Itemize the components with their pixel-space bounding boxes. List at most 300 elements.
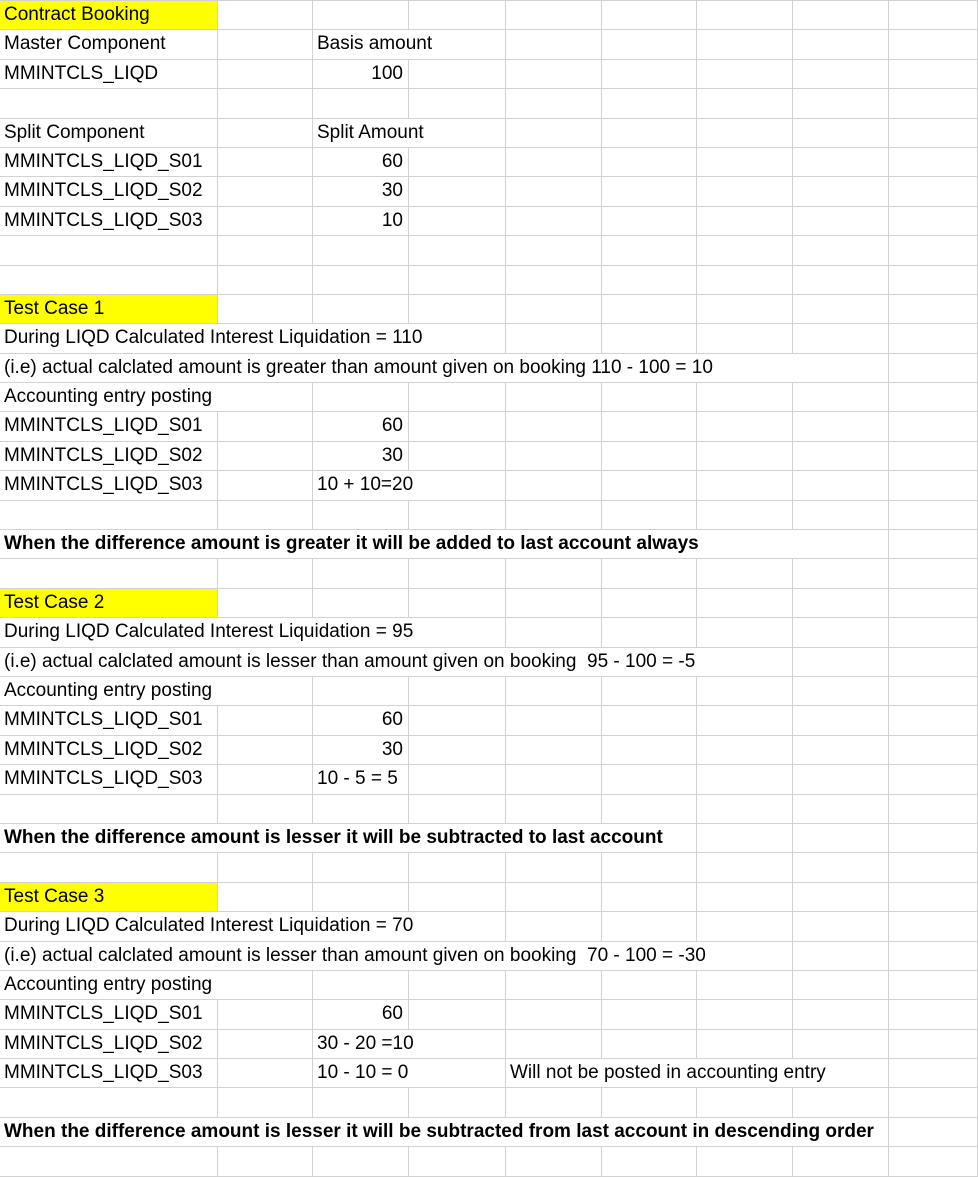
empty-cell[interactable] <box>218 706 313 735</box>
empty-cell[interactable] <box>697 119 793 148</box>
empty-cell[interactable] <box>793 795 889 824</box>
empty-cell[interactable] <box>889 589 978 618</box>
empty-cell[interactable] <box>313 853 409 882</box>
empty-cell[interactable] <box>602 501 697 530</box>
contract-booking-header-cell[interactable]: Contract Booking <box>0 1 218 30</box>
empty-cell[interactable] <box>409 295 506 324</box>
empty-cell[interactable] <box>313 677 409 706</box>
empty-cell[interactable] <box>602 471 697 500</box>
empty-cell[interactable] <box>218 89 313 118</box>
empty-cell[interactable] <box>602 30 697 59</box>
empty-cell[interactable] <box>889 148 978 177</box>
empty-cell[interactable] <box>313 1 409 30</box>
empty-cell[interactable] <box>697 1030 793 1059</box>
empty-cell[interactable] <box>506 1030 602 1059</box>
empty-cell[interactable] <box>602 1000 697 1029</box>
empty-cell[interactable] <box>889 824 978 853</box>
tc1-entry-amount-cell[interactable]: 30 <box>313 442 409 471</box>
test-case-1-header-cell[interactable]: Test Case 1 <box>0 295 218 324</box>
empty-cell[interactable] <box>889 471 978 500</box>
empty-cell[interactable] <box>602 1030 697 1059</box>
empty-cell[interactable] <box>0 559 218 588</box>
empty-cell[interactable] <box>889 383 978 412</box>
empty-cell[interactable] <box>602 236 697 265</box>
empty-cell[interactable] <box>218 501 313 530</box>
empty-cell[interactable] <box>793 648 889 677</box>
empty-cell[interactable] <box>889 501 978 530</box>
empty-cell[interactable] <box>409 883 506 912</box>
tc2-liquidation-line-cell[interactable]: During LIQD Calculated Interest Liquidation = 95 <box>0 618 506 647</box>
empty-cell[interactable] <box>697 559 793 588</box>
tc2-entry-amount-cell[interactable]: 60 <box>313 706 409 735</box>
empty-cell[interactable] <box>889 883 978 912</box>
basis-amount-label-cell[interactable]: Basis amount <box>313 30 506 59</box>
split-component-label-cell[interactable]: Split Component <box>0 119 218 148</box>
empty-cell[interactable] <box>793 60 889 89</box>
empty-cell[interactable] <box>409 1 506 30</box>
empty-cell[interactable] <box>889 677 978 706</box>
empty-cell[interactable] <box>697 1 793 30</box>
empty-cell[interactable] <box>793 266 889 295</box>
empty-cell[interactable] <box>506 236 602 265</box>
empty-cell[interactable] <box>889 559 978 588</box>
empty-cell[interactable] <box>793 236 889 265</box>
empty-cell[interactable] <box>889 795 978 824</box>
empty-cell[interactable] <box>793 677 889 706</box>
empty-cell[interactable] <box>889 1147 978 1176</box>
empty-cell[interactable] <box>697 795 793 824</box>
empty-cell[interactable] <box>218 1059 313 1088</box>
tc3-entry-component-cell[interactable]: MMINTCLS_LIQD_S03 <box>0 1059 218 1088</box>
empty-cell[interactable] <box>793 119 889 148</box>
empty-cell[interactable] <box>218 559 313 588</box>
empty-cell[interactable] <box>602 177 697 206</box>
empty-cell[interactable] <box>409 442 506 471</box>
empty-cell[interactable] <box>793 589 889 618</box>
empty-cell[interactable] <box>602 324 697 353</box>
empty-cell[interactable] <box>697 60 793 89</box>
empty-cell[interactable] <box>602 736 697 765</box>
empty-cell[interactable] <box>602 119 697 148</box>
empty-cell[interactable] <box>889 60 978 89</box>
empty-cell[interactable] <box>793 89 889 118</box>
empty-cell[interactable] <box>793 295 889 324</box>
empty-cell[interactable] <box>0 1088 218 1117</box>
empty-cell[interactable] <box>506 148 602 177</box>
empty-cell[interactable] <box>218 60 313 89</box>
empty-cell[interactable] <box>889 1030 978 1059</box>
tc3-posting-label-cell[interactable]: Accounting entry posting <box>0 971 313 1000</box>
empty-cell[interactable] <box>506 1 602 30</box>
empty-cell[interactable] <box>697 589 793 618</box>
empty-cell[interactable] <box>697 442 793 471</box>
empty-cell[interactable] <box>602 1088 697 1117</box>
empty-cell[interactable] <box>697 177 793 206</box>
empty-cell[interactable] <box>889 1118 978 1147</box>
empty-cell[interactable] <box>506 618 602 647</box>
empty-cell[interactable] <box>889 412 978 441</box>
empty-cell[interactable] <box>218 30 313 59</box>
empty-cell[interactable] <box>602 971 697 1000</box>
empty-cell[interactable] <box>793 559 889 588</box>
empty-cell[interactable] <box>889 942 978 971</box>
empty-cell[interactable] <box>889 1 978 30</box>
empty-cell[interactable] <box>602 412 697 441</box>
empty-cell[interactable] <box>793 971 889 1000</box>
empty-cell[interactable] <box>218 1088 313 1117</box>
empty-cell[interactable] <box>602 795 697 824</box>
empty-cell[interactable] <box>409 765 506 794</box>
empty-cell[interactable] <box>218 295 313 324</box>
empty-cell[interactable] <box>697 207 793 236</box>
empty-cell[interactable] <box>697 324 793 353</box>
split-component-cell[interactable]: MMINTCLS_LIQD_S02 <box>0 177 218 206</box>
empty-cell[interactable] <box>697 1147 793 1176</box>
tc3-entry-component-cell[interactable]: MMINTCLS_LIQD_S02 <box>0 1030 218 1059</box>
tc3-entry-amount-cell[interactable]: 10 - 10 = 0 <box>313 1059 506 1088</box>
split-component-cell[interactable]: MMINTCLS_LIQD_S01 <box>0 148 218 177</box>
empty-cell[interactable] <box>218 765 313 794</box>
test-case-2-header-cell[interactable]: Test Case 2 <box>0 589 218 618</box>
empty-cell[interactable] <box>506 383 602 412</box>
empty-cell[interactable] <box>409 412 506 441</box>
empty-cell[interactable] <box>697 883 793 912</box>
empty-cell[interactable] <box>218 1000 313 1029</box>
empty-cell[interactable] <box>409 1147 506 1176</box>
empty-cell[interactable] <box>602 148 697 177</box>
empty-cell[interactable] <box>218 119 313 148</box>
tc3-explanation-cell[interactable]: (i.e) actual calclated amount is lesser than amount given on booking 70 - 100 = -30 <box>0 942 793 971</box>
empty-cell[interactable] <box>0 853 218 882</box>
split-amount-label-cell[interactable]: Split Amount <box>313 119 506 148</box>
empty-cell[interactable] <box>697 706 793 735</box>
tc2-entry-amount-cell[interactable]: 10 - 5 = 5 <box>313 765 409 794</box>
empty-cell[interactable] <box>506 853 602 882</box>
tc1-entry-component-cell[interactable]: MMINTCLS_LIQD_S02 <box>0 442 218 471</box>
empty-cell[interactable] <box>506 119 602 148</box>
empty-cell[interactable] <box>0 236 218 265</box>
empty-cell[interactable] <box>697 501 793 530</box>
tc1-entry-amount-cell[interactable]: 10 + 10=20 <box>313 471 506 500</box>
empty-cell[interactable] <box>506 412 602 441</box>
tc3-entry-component-cell[interactable]: MMINTCLS_LIQD_S01 <box>0 1000 218 1029</box>
empty-cell[interactable] <box>889 736 978 765</box>
empty-cell[interactable] <box>889 706 978 735</box>
empty-cell[interactable] <box>218 177 313 206</box>
empty-cell[interactable] <box>697 295 793 324</box>
empty-cell[interactable] <box>793 177 889 206</box>
empty-cell[interactable] <box>506 736 602 765</box>
empty-cell[interactable] <box>697 677 793 706</box>
empty-cell[interactable] <box>409 177 506 206</box>
master-component-label-cell[interactable]: Master Component <box>0 30 218 59</box>
empty-cell[interactable] <box>889 119 978 148</box>
tc2-entry-component-cell[interactable]: MMINTCLS_LIQD_S01 <box>0 706 218 735</box>
empty-cell[interactable] <box>602 89 697 118</box>
empty-cell[interactable] <box>793 912 889 941</box>
empty-cell[interactable] <box>506 677 602 706</box>
empty-cell[interactable] <box>506 765 602 794</box>
empty-cell[interactable] <box>793 148 889 177</box>
empty-cell[interactable] <box>697 383 793 412</box>
empty-cell[interactable] <box>793 412 889 441</box>
empty-cell[interactable] <box>889 1059 978 1088</box>
empty-cell[interactable] <box>313 89 409 118</box>
empty-cell[interactable] <box>697 1000 793 1029</box>
empty-cell[interactable] <box>697 853 793 882</box>
empty-cell[interactable] <box>409 148 506 177</box>
empty-cell[interactable] <box>602 883 697 912</box>
empty-cell[interactable] <box>889 1088 978 1117</box>
tc1-entry-component-cell[interactable]: MMINTCLS_LIQD_S01 <box>0 412 218 441</box>
empty-cell[interactable] <box>218 207 313 236</box>
empty-cell[interactable] <box>697 30 793 59</box>
empty-cell[interactable] <box>793 442 889 471</box>
empty-cell[interactable] <box>602 765 697 794</box>
empty-cell[interactable] <box>409 207 506 236</box>
empty-cell[interactable] <box>889 266 978 295</box>
empty-cell[interactable] <box>506 559 602 588</box>
empty-cell[interactable] <box>409 1000 506 1029</box>
empty-cell[interactable] <box>506 912 602 941</box>
empty-cell[interactable] <box>409 736 506 765</box>
empty-cell[interactable] <box>313 1088 409 1117</box>
empty-cell[interactable] <box>793 1147 889 1176</box>
empty-cell[interactable] <box>313 589 409 618</box>
empty-cell[interactable] <box>602 912 697 941</box>
empty-cell[interactable] <box>602 266 697 295</box>
tc2-explanation-cell[interactable]: (i.e) actual calclated amount is lesser than amount given on booking 95 - 100 = -5 <box>0 648 793 677</box>
empty-cell[interactable] <box>218 853 313 882</box>
tc3-liquidation-line-cell[interactable]: During LIQD Calculated Interest Liquidation = 70 <box>0 912 506 941</box>
empty-cell[interactable] <box>889 295 978 324</box>
empty-cell[interactable] <box>697 1088 793 1117</box>
empty-cell[interactable] <box>697 266 793 295</box>
empty-cell[interactable] <box>697 912 793 941</box>
empty-cell[interactable] <box>313 266 409 295</box>
empty-cell[interactable] <box>889 853 978 882</box>
empty-cell[interactable] <box>793 765 889 794</box>
empty-cell[interactable] <box>409 236 506 265</box>
empty-cell[interactable] <box>409 706 506 735</box>
empty-cell[interactable] <box>793 1000 889 1029</box>
tc2-entry-amount-cell[interactable]: 30 <box>313 736 409 765</box>
empty-cell[interactable] <box>793 1030 889 1059</box>
empty-cell[interactable] <box>697 824 793 853</box>
empty-cell[interactable] <box>218 266 313 295</box>
empty-cell[interactable] <box>506 207 602 236</box>
split-amount-cell[interactable]: 10 <box>313 207 409 236</box>
empty-cell[interactable] <box>506 324 602 353</box>
tc1-entry-amount-cell[interactable]: 60 <box>313 412 409 441</box>
empty-cell[interactable] <box>506 971 602 1000</box>
empty-cell[interactable] <box>506 706 602 735</box>
empty-cell[interactable] <box>697 765 793 794</box>
empty-cell[interactable] <box>218 1 313 30</box>
tc3-entry-note-cell[interactable]: Will not be posted in accounting entry <box>506 1059 889 1088</box>
empty-cell[interactable] <box>506 177 602 206</box>
basis-amount-value-cell[interactable]: 100 <box>313 60 409 89</box>
empty-cell[interactable] <box>218 1030 313 1059</box>
tc2-entry-component-cell[interactable]: MMINTCLS_LIQD_S02 <box>0 736 218 765</box>
tc3-entry-amount-cell[interactable]: 30 - 20 =10 <box>313 1030 506 1059</box>
empty-cell[interactable] <box>793 853 889 882</box>
empty-cell[interactable] <box>409 559 506 588</box>
empty-cell[interactable] <box>506 30 602 59</box>
empty-cell[interactable] <box>889 618 978 647</box>
empty-cell[interactable] <box>697 89 793 118</box>
empty-cell[interactable] <box>889 89 978 118</box>
empty-cell[interactable] <box>697 971 793 1000</box>
empty-cell[interactable] <box>602 589 697 618</box>
empty-cell[interactable] <box>313 383 409 412</box>
empty-cell[interactable] <box>602 706 697 735</box>
empty-cell[interactable] <box>889 648 978 677</box>
empty-cell[interactable] <box>218 412 313 441</box>
empty-cell[interactable] <box>793 1 889 30</box>
tc2-posting-label-cell[interactable]: Accounting entry posting <box>0 677 313 706</box>
empty-cell[interactable] <box>409 971 506 1000</box>
empty-cell[interactable] <box>793 383 889 412</box>
empty-cell[interactable] <box>313 971 409 1000</box>
empty-cell[interactable] <box>793 824 889 853</box>
tc3-summary-cell[interactable]: When the difference amount is lesser it will be subtracted from last account in descending order <box>0 1118 889 1147</box>
empty-cell[interactable] <box>0 89 218 118</box>
empty-cell[interactable] <box>889 354 978 383</box>
empty-cell[interactable] <box>409 89 506 118</box>
empty-cell[interactable] <box>697 236 793 265</box>
empty-cell[interactable] <box>793 706 889 735</box>
empty-cell[interactable] <box>409 795 506 824</box>
empty-cell[interactable] <box>218 471 313 500</box>
empty-cell[interactable] <box>602 383 697 412</box>
empty-cell[interactable] <box>218 883 313 912</box>
empty-cell[interactable] <box>506 1000 602 1029</box>
empty-cell[interactable] <box>218 1147 313 1176</box>
empty-cell[interactable] <box>506 589 602 618</box>
empty-cell[interactable] <box>409 589 506 618</box>
empty-cell[interactable] <box>793 501 889 530</box>
empty-cell[interactable] <box>793 883 889 912</box>
empty-cell[interactable] <box>889 177 978 206</box>
empty-cell[interactable] <box>602 295 697 324</box>
empty-cell[interactable] <box>0 795 218 824</box>
empty-cell[interactable] <box>793 324 889 353</box>
empty-cell[interactable] <box>889 971 978 1000</box>
empty-cell[interactable] <box>602 618 697 647</box>
empty-cell[interactable] <box>506 1147 602 1176</box>
empty-cell[interactable] <box>602 442 697 471</box>
empty-cell[interactable] <box>506 795 602 824</box>
empty-cell[interactable] <box>506 471 602 500</box>
empty-cell[interactable] <box>697 471 793 500</box>
empty-cell[interactable] <box>218 442 313 471</box>
empty-cell[interactable] <box>506 1088 602 1117</box>
empty-cell[interactable] <box>602 207 697 236</box>
empty-cell[interactable] <box>889 442 978 471</box>
empty-cell[interactable] <box>409 60 506 89</box>
split-amount-cell[interactable]: 30 <box>313 177 409 206</box>
empty-cell[interactable] <box>793 736 889 765</box>
empty-cell[interactable] <box>506 89 602 118</box>
split-amount-cell[interactable]: 60 <box>313 148 409 177</box>
empty-cell[interactable] <box>313 883 409 912</box>
empty-cell[interactable] <box>602 60 697 89</box>
empty-cell[interactable] <box>409 501 506 530</box>
empty-cell[interactable] <box>409 266 506 295</box>
empty-cell[interactable] <box>313 295 409 324</box>
empty-cell[interactable] <box>0 266 218 295</box>
empty-cell[interactable] <box>0 501 218 530</box>
empty-cell[interactable] <box>218 736 313 765</box>
empty-cell[interactable] <box>889 765 978 794</box>
empty-cell[interactable] <box>793 30 889 59</box>
empty-cell[interactable] <box>218 589 313 618</box>
tc1-explanation-cell[interactable]: (i.e) actual calclated amount is greater than amount given on booking 110 - 100 = 10 <box>0 354 889 383</box>
empty-cell[interactable] <box>506 501 602 530</box>
empty-cell[interactable] <box>793 207 889 236</box>
empty-cell[interactable] <box>313 795 409 824</box>
tc2-entry-component-cell[interactable]: MMINTCLS_LIQD_S03 <box>0 765 218 794</box>
empty-cell[interactable] <box>602 1147 697 1176</box>
empty-cell[interactable] <box>889 207 978 236</box>
empty-cell[interactable] <box>697 618 793 647</box>
empty-cell[interactable] <box>697 148 793 177</box>
empty-cell[interactable] <box>506 883 602 912</box>
empty-cell[interactable] <box>313 236 409 265</box>
tc1-summary-cell[interactable]: When the difference amount is greater it will be added to last account always <box>0 530 889 559</box>
empty-cell[interactable] <box>889 530 978 559</box>
empty-cell[interactable] <box>602 853 697 882</box>
empty-cell[interactable] <box>793 942 889 971</box>
test-case-3-header-cell[interactable]: Test Case 3 <box>0 883 218 912</box>
empty-cell[interactable] <box>0 1147 218 1176</box>
empty-cell[interactable] <box>602 559 697 588</box>
master-component-value-cell[interactable]: MMINTCLS_LIQD <box>0 60 218 89</box>
empty-cell[interactable] <box>889 912 978 941</box>
empty-cell[interactable] <box>506 442 602 471</box>
empty-cell[interactable] <box>889 30 978 59</box>
tc1-posting-label-cell[interactable]: Accounting entry posting <box>0 383 313 412</box>
empty-cell[interactable] <box>218 148 313 177</box>
empty-cell[interactable] <box>602 1 697 30</box>
empty-cell[interactable] <box>409 677 506 706</box>
empty-cell[interactable] <box>697 412 793 441</box>
empty-cell[interactable] <box>889 1000 978 1029</box>
split-component-cell[interactable]: MMINTCLS_LIQD_S03 <box>0 207 218 236</box>
empty-cell[interactable] <box>409 853 506 882</box>
empty-cell[interactable] <box>409 1088 506 1117</box>
empty-cell[interactable] <box>313 559 409 588</box>
empty-cell[interactable] <box>889 236 978 265</box>
empty-cell[interactable] <box>793 618 889 647</box>
empty-cell[interactable] <box>697 736 793 765</box>
empty-cell[interactable] <box>218 236 313 265</box>
empty-cell[interactable] <box>313 1147 409 1176</box>
tc1-liquidation-line-cell[interactable]: During LIQD Calculated Interest Liquidation = 110 <box>0 324 506 353</box>
empty-cell[interactable] <box>218 795 313 824</box>
tc1-entry-component-cell[interactable]: MMINTCLS_LIQD_S03 <box>0 471 218 500</box>
empty-cell[interactable] <box>602 677 697 706</box>
empty-cell[interactable] <box>409 383 506 412</box>
tc3-entry-amount-cell[interactable]: 60 <box>313 1000 409 1029</box>
empty-cell[interactable] <box>793 1088 889 1117</box>
empty-cell[interactable] <box>506 295 602 324</box>
tc2-summary-cell[interactable]: When the difference amount is lesser it will be subtracted to last account <box>0 824 697 853</box>
empty-cell[interactable] <box>506 266 602 295</box>
empty-cell[interactable] <box>506 60 602 89</box>
empty-cell[interactable] <box>889 324 978 353</box>
